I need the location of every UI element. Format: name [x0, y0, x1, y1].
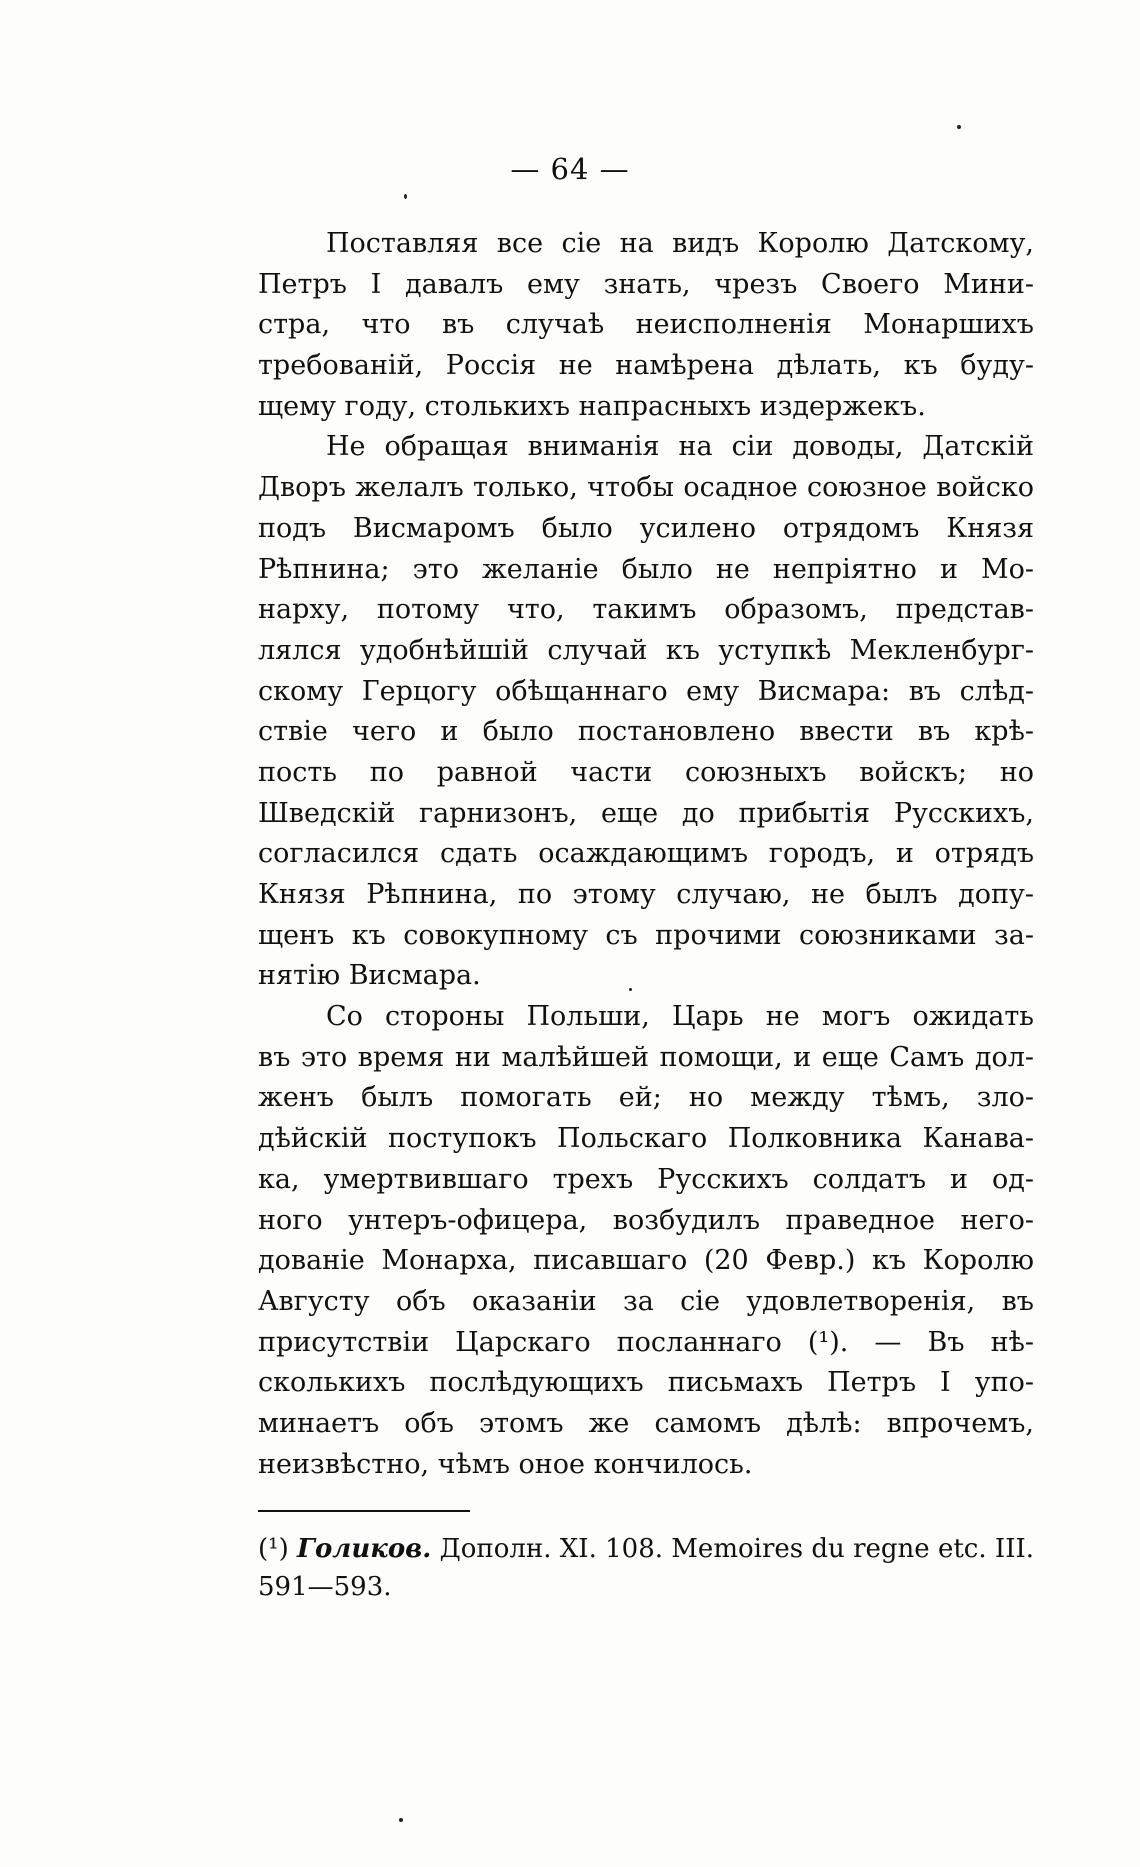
text-line: щенъ къ совокупному съ прочими союзниками за-: [258, 919, 1034, 951]
print-speck: [957, 125, 961, 129]
text-line: Дворъ желалъ только, чтобы осадное союзное войско: [258, 472, 1034, 504]
text-line: дованіе Монарха, писавшаго (20 Февр.) къ Королю: [258, 1245, 1034, 1277]
text-line: Не обращая вниманія на сіи доводы, Датскій: [326, 431, 1034, 463]
text-line: женъ былъ помогать ей; но между тѣмъ, зло-: [258, 1082, 1034, 1114]
main-text: [258, 224, 1034, 1485]
text-line: Шведскій гарнизонъ, еще до прибытія Русскихъ,: [258, 797, 1034, 829]
text-line: Августу объ оказаніи за сіе удовлетворенія, въ: [258, 1285, 1034, 1317]
text-line: ного унтеръ-офицера, возбудилъ праведное него-: [258, 1204, 1034, 1236]
text-line: нарху, потому что, такимъ образомъ, представ-: [258, 594, 1034, 626]
print-speck: [399, 1818, 403, 1822]
print-speck: [629, 988, 632, 991]
text-line: присутствіи Царскаго посланнаго (¹). — Въ нѣ-: [258, 1326, 1034, 1358]
text-line: стра, что въ случаѣ неисполненія Монаршихъ: [258, 309, 1034, 341]
footnote-divider: [258, 1510, 470, 1512]
text-line: ствіе чего и было постановлено ввести въ крѣ-: [258, 716, 1034, 748]
footnote-author: Голиков.: [297, 1534, 432, 1564]
text-line: согласился сдать осаждающимъ городъ, и отрядъ: [258, 838, 1034, 870]
text-line: скому Герцогу обѣщаннаго ему Висмара: въ слѣд-: [258, 675, 1034, 707]
text-line: нятію Висмара.: [258, 960, 481, 992]
print-speck: [404, 194, 407, 199]
text-line: ка, умертвившаго трехъ Русскихъ солдатъ и од-: [258, 1163, 1034, 1195]
text-line: Князя Рѣпнина, по этому случаю, не былъ допу-: [258, 879, 1034, 910]
text-line: подъ Висмаромъ было усилено отрядомъ Князя: [258, 512, 1034, 544]
footnote-reference: Дополн. XI. 108. Memoires du regne etc. III.: [439, 1534, 1034, 1564]
text-line: требованій, Россія не намѣрена дѣлать, къ буду-: [258, 350, 1034, 382]
text-line: неизвѣстно, чѣмъ оное кончилось.: [258, 1448, 753, 1480]
footnote-line: 591—593.: [258, 1572, 392, 1602]
text-line: Петръ I давалъ ему знать, чрезъ Своего Мини-: [258, 268, 1034, 300]
text-line: Со стороны Польши, Царь не могъ ожидать: [326, 1001, 1034, 1033]
text-line: въ это время ни малѣйшей помощи, и еще Самъ дол-: [258, 1041, 1034, 1073]
text-line: сколькихъ послѣдующихъ письмахъ Петръ I упо-: [258, 1367, 1034, 1399]
text-line: пость по равной части союзныхъ войскъ; но: [258, 756, 1034, 788]
text-line: минаетъ объ этомъ же самомъ дѣлѣ: впрочемъ,: [258, 1407, 1034, 1439]
footnote-line: [258, 1530, 1034, 1568]
text-line: Рѣпнина; это желаніе было не непріятно и Мо-: [258, 553, 1034, 585]
footnote: [258, 1530, 1034, 1606]
page-number: — 64 —: [510, 152, 630, 186]
footnote-marker: (¹): [258, 1534, 289, 1564]
text-line: Поставляя все сіе на видъ Королю Датскому,: [326, 228, 1034, 259]
text-line: лялся удобнѣйшій случай къ уступкѣ Мекленбург-: [258, 634, 1034, 666]
text-line: дѣйскій поступокъ Польскаго Полковника Канава-: [258, 1123, 1034, 1155]
text-line: щему году, столькихъ напрасныхъ издержекъ.: [258, 390, 926, 422]
